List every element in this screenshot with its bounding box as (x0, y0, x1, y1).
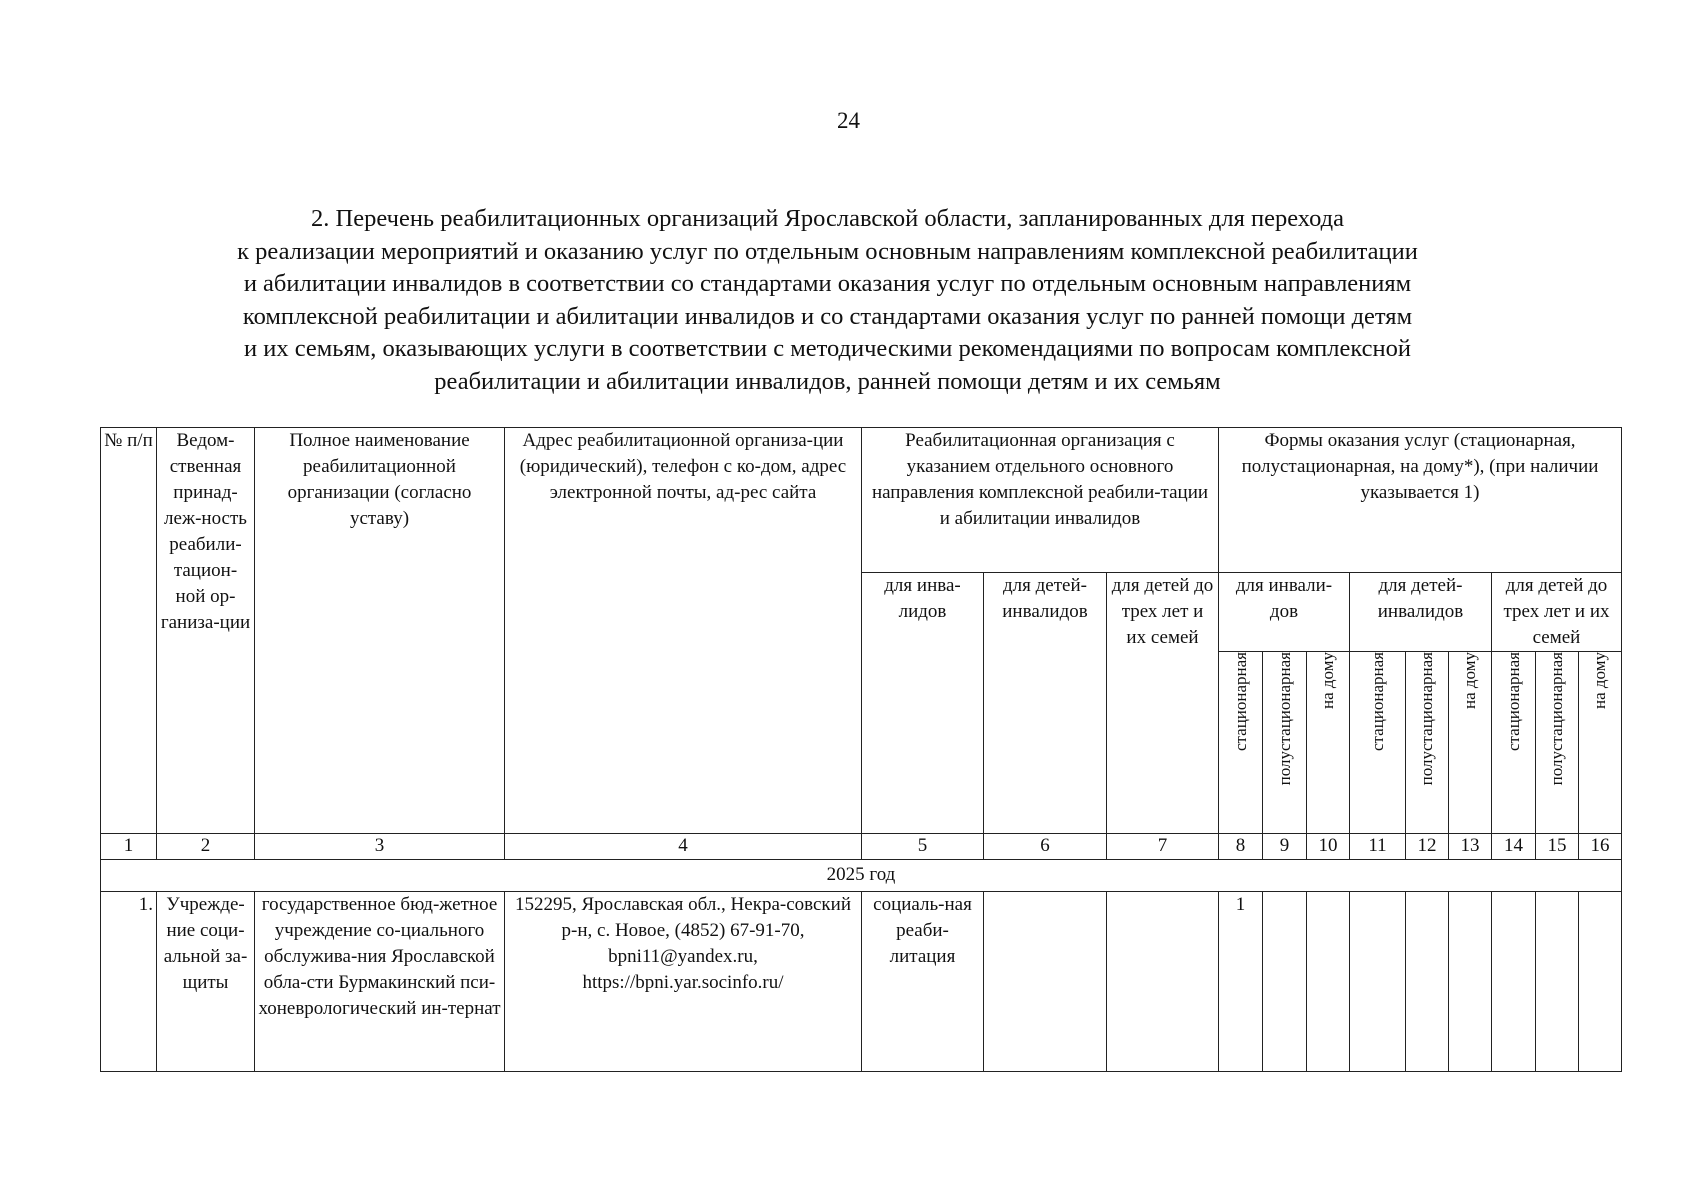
header-forms-disabled: для инвали-дов (1219, 573, 1350, 652)
row-form-value (1536, 892, 1579, 1072)
column-number: 5 (862, 834, 984, 860)
header-form-type: полустационарная (1406, 652, 1449, 834)
header-rehab-org: Реабилитационная организация с указанием отдельного основного направления комплексной реабили-тации и абилитации инвалидов (862, 428, 1219, 573)
header-form-type: стационарная (1492, 652, 1536, 834)
column-number: 9 (1263, 834, 1307, 860)
header-forms-children: для детей-инвалидов (1350, 573, 1492, 652)
title-line: реабилитации и абилитации инвалидов, ранней помощи детям и их семьям (434, 367, 1221, 395)
organizations-table (100, 427, 1622, 1072)
header-sub-under3: для детей до трех лет и их семей (1107, 573, 1219, 834)
header-form-type: на дому (1579, 652, 1622, 834)
row-form-value (1579, 892, 1622, 1072)
column-number: 13 (1449, 834, 1492, 860)
header-forms-under3: для детей до трех лет и их семей (1492, 573, 1622, 652)
column-number: 8 (1219, 834, 1263, 860)
header-forms: Формы оказания услуг (стационарная, полустационарная, на дому*), (при наличии указывается 1) (1219, 428, 1622, 573)
column-number: 7 (1107, 834, 1219, 860)
title-line: к реализации мероприятий и оказанию услуг по отдельным основным направлениям комплексной реабилитации (237, 237, 1418, 265)
column-number: 10 (1307, 834, 1350, 860)
row-form-value (1350, 892, 1406, 1072)
header-address: Адрес реабилитационной организа-ции (юридический), телефон с ко-дом, адрес электронной почты, ад-рес сайта (505, 428, 862, 834)
header-affiliation: Ведом-ственная принад-леж-ность реабили-тацион-ной ор-ганиза-ции (157, 428, 255, 834)
header-num: № п/п (101, 428, 157, 834)
header-form-type: на дому (1307, 652, 1350, 834)
row-form-value: 1 (1219, 892, 1263, 1072)
header-full-name: Полное наименование реабилитационной организации (согласно уставу) (255, 428, 505, 834)
row-address: 152295, Ярославская обл., Некра-совский р-н, с. Новое, (4852) 67-91-70, bpni11@yandex.ru, https://bpni.yar.socinfo.ru/ (505, 892, 862, 1072)
header-form-type: полустационарная (1263, 652, 1307, 834)
title-line: 2. Перечень реабилитационных организаций Ярославской области, запланированных для перехода (311, 205, 1344, 232)
column-number: 14 (1492, 834, 1536, 860)
column-number: 16 (1579, 834, 1622, 860)
row-rehab-under3 (1107, 892, 1219, 1072)
column-number: 11 (1350, 834, 1406, 860)
row-affiliation: Учрежде-ние соци-альной за-щиты (157, 892, 255, 1072)
year-row: 2025 год (101, 860, 1622, 892)
column-number: 2 (157, 834, 255, 860)
title-line: и их семьям, оказывающих услуги в соответствии с методическими рекомендациями по вопросам комплексной (244, 335, 1411, 362)
column-number: 6 (984, 834, 1107, 860)
row-form-value (1492, 892, 1536, 1072)
document-title (130, 203, 1525, 398)
header-form-type: стационарная (1350, 652, 1406, 834)
header-form-type: стационарная (1219, 652, 1263, 834)
header-form-type: полустационарная (1536, 652, 1579, 834)
row-full-name: государственное бюд-жетное учреждение со-циального обслужива-ния Ярославской обла-сти Бурмакинский пси-хоневрологический ин-тернат (255, 892, 505, 1072)
row-form-value (1263, 892, 1307, 1072)
row-rehab-disabled: социаль-ная реаби-литация (862, 892, 984, 1072)
column-number: 15 (1536, 834, 1579, 860)
header-form-type: на дому (1449, 652, 1492, 834)
column-number: 1 (101, 834, 157, 860)
header-sub-children: для детей-инвалидов (984, 573, 1107, 834)
header-sub-disabled: для инва-лидов (862, 573, 984, 834)
title-line: комплексной реабилитации и абилитации инвалидов и со стандартами оказания услуг по ранней помощи детям (242, 302, 1413, 330)
row-form-value (1307, 892, 1350, 1072)
row-form-value (1449, 892, 1492, 1072)
column-numbers-row (101, 834, 1622, 860)
row-num: 1. (101, 892, 157, 1072)
row-form-value (1406, 892, 1449, 1072)
row-rehab-children (984, 892, 1107, 1072)
page-number: 24 (837, 108, 860, 133)
table-row (101, 892, 1622, 1072)
column-number: 3 (255, 834, 505, 860)
title-line: и абилитации инвалидов в соответствии со стандартами оказания услуг по отдельным основным направлениям (243, 270, 1412, 297)
column-number: 4 (505, 834, 862, 860)
column-number: 12 (1406, 834, 1449, 860)
